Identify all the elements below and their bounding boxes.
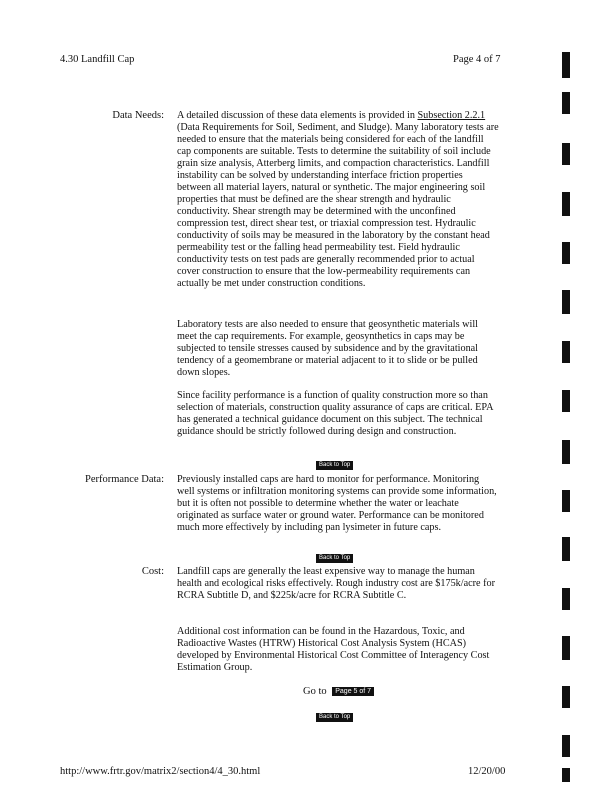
binder-mark — [562, 588, 570, 610]
data-needs-paragraph-3: Since facility performance is a function of quality construction more so than selection of materials, construction quality assurance of caps are critical. EPA has generated a technical guidance document on this subject. The technical guidance should be strictly followed during design and construction. — [177, 390, 493, 437]
back-to-top-button[interactable]: Back to Top — [316, 554, 353, 563]
goto-page-button[interactable]: Page 5 of 7 — [332, 687, 374, 696]
binder-mark — [562, 735, 570, 757]
binder-mark — [562, 636, 570, 660]
header-title: 4.30 Landfill Cap — [60, 54, 135, 65]
binder-mark — [562, 768, 570, 782]
binder-mark — [562, 92, 570, 114]
binder-mark — [562, 686, 570, 708]
data-needs-section — [177, 110, 499, 290]
goto-line — [303, 686, 374, 697]
cost-label: Cost: — [141, 566, 164, 577]
goto-label: Go to — [303, 686, 327, 697]
footer-date: 12/20/00 — [468, 766, 506, 777]
subsection-link[interactable]: Subsection 2.2.1 — [417, 110, 486, 121]
page-indicator: Page 4 of 7 — [453, 54, 501, 65]
back-to-top-button[interactable]: Back to Top — [316, 461, 353, 470]
performance-data-paragraph: Previously installed caps are hard to monitor for performance. Monitoring well systems or infiltration monitoring systems can provide some information, but it is often not possible to determine whether the water or leachate originated as surface water or ground water. Performance can be monitored much more effectively by including pan lysimeter in future caps. — [177, 474, 497, 533]
cost-paragraph-2: Additional cost information can be found in the Hazardous, Toxic, and Radioactive Wastes (HTRW) Historical Cost Analysis System (HCAS) developed by Environmental Historical Cost Committee of Interagency Cost Estimation Group. — [177, 626, 490, 673]
binder-mark — [562, 537, 570, 561]
data-needs-paragraph-1: A detailed discussion of these data elements is provided in Subsection 2.2.1 (Data Requirements for Soil, Sediment, and Sludge). Many laboratory tests are needed to ensure that the materials being considered for each of the landfill cap components are suitable. Tests to determine the suitability of soil include grain size analysis, Atterberg limits, and compaction characteristics. Landfill instability can be solved by understanding interface friction properties between all material layers, natural or synthetic. The major engineering soil properties that must be defined are the shear strength and hydraulic conductivity. Shear strength may be determined with the unconfined compression test, direct shear test, or triaxial compression test. Hydraulic conductivity of soils may be measured in the laboratory by the constant head permeability test or the falling head permeability test. Field hydraulic conductivity tests on test pads are generally recommended prior to actual cover construction to ensure that the low-permeability requirements can actually be met under construction conditions. — [177, 110, 499, 289]
data-needs-paragraph-2: Laboratory tests are also needed to ensure that geosynthetic materials will meet the cap requirements. For example, geosynthetics in caps may be subjected to tensile stresses caused by subsidence and by the gravitational tendency of a geomembrane or material adjacent to it to slide or be pulled down slopes. — [177, 319, 479, 378]
binder-mark — [562, 341, 570, 363]
performance-data-label: Performance Data: — [84, 474, 164, 485]
back-to-top-button[interactable]: Back to Top — [316, 713, 353, 722]
data-needs-label: Data Needs: — [112, 110, 164, 121]
binder-mark — [562, 192, 570, 216]
binder-mark — [562, 490, 570, 512]
binder-mark — [562, 390, 570, 412]
binder-mark — [562, 143, 570, 165]
footer-url: http://www.frtr.gov/matrix2/section4/4_30.html — [60, 766, 261, 777]
binder-mark — [562, 242, 570, 264]
binder-mark — [562, 290, 570, 314]
binder-mark — [562, 440, 570, 464]
cost-paragraph-1: Landfill caps are generally the least expensive way to manage the human health and ecological risks effectively. Rough industry cost are $175k/acre for RCRA Subtitle D, and $225k/acre for RCRA Subtitle C. — [177, 566, 495, 601]
binder-mark — [562, 52, 570, 78]
